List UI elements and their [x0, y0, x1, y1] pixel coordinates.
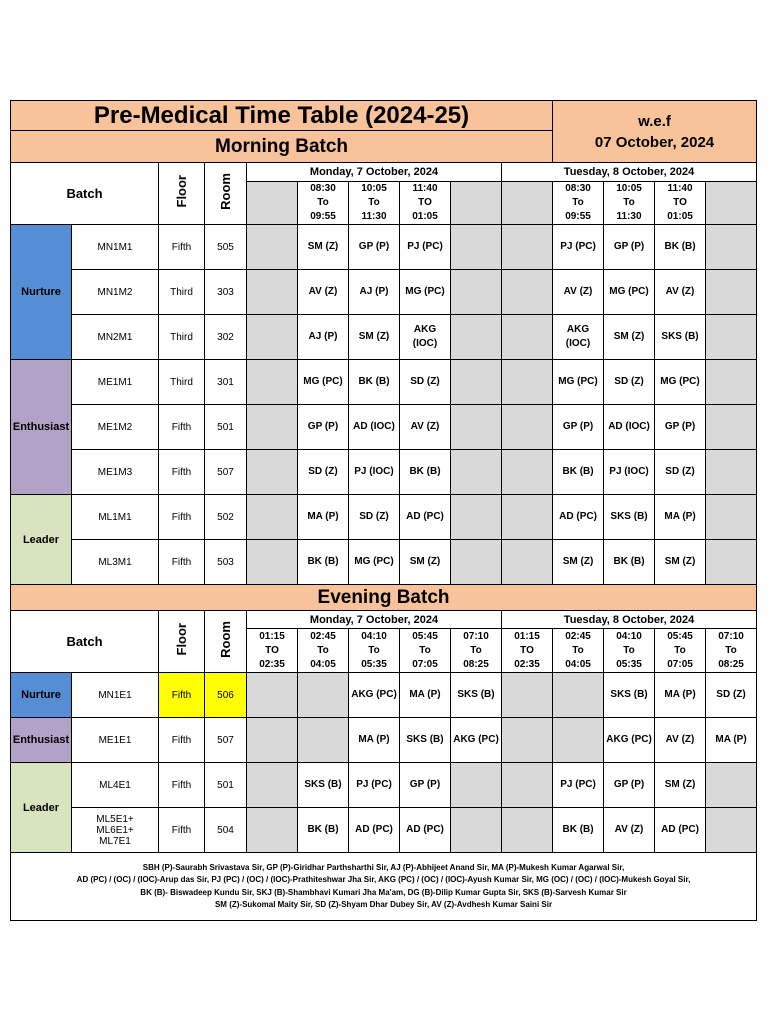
evening-batch-title: Evening Batch: [11, 585, 757, 611]
subject-cell: BK (B): [553, 808, 604, 853]
empty-slot: [553, 673, 604, 718]
empty-slot: [247, 763, 298, 808]
subject-cell: MA (P): [655, 495, 706, 540]
floor-cell: Fifth: [159, 808, 205, 853]
empty-slot: [553, 718, 604, 763]
batch-code: [72, 673, 159, 718]
group-label: Nurture: [11, 225, 72, 360]
empty-slot: [247, 405, 298, 450]
empty-slot: [247, 495, 298, 540]
subject-cell: MA (P): [298, 495, 349, 540]
time-slot-header: [451, 629, 502, 673]
time-part: 05:45: [667, 630, 693, 642]
room-cell: 507: [205, 450, 247, 495]
group-label: Leader: [11, 495, 72, 585]
batch-code: [72, 225, 159, 270]
time-part: 02:45: [310, 630, 336, 642]
room-cell: 302: [205, 315, 247, 360]
floor-cell: Third: [159, 360, 205, 405]
time-part: 01:15: [259, 630, 285, 642]
batch-code-line: ME1M1: [97, 376, 133, 388]
day1-header: Monday, 7 October, 2024: [247, 163, 502, 182]
time-part: 01:15: [514, 630, 540, 642]
subject-cell: AD (PC): [553, 495, 604, 540]
empty-slot: [247, 540, 298, 585]
time-part: 09:55: [565, 211, 591, 222]
empty-slot: [451, 540, 502, 585]
time-slot-header: [655, 629, 706, 673]
subject-cell: AJ (P): [349, 270, 400, 315]
subject-cell: SKS (B): [655, 315, 706, 360]
time-part: 07:10: [463, 630, 489, 642]
batch-header: Batch: [11, 163, 159, 225]
subject-cell: SKS (B): [400, 718, 451, 763]
empty-slot: [247, 225, 298, 270]
subject-cell: GP (P): [604, 225, 655, 270]
empty-slot: [247, 270, 298, 315]
subject-cell: SD (Z): [604, 360, 655, 405]
time-part: 10:05: [361, 183, 387, 194]
empty-slot: [706, 450, 757, 495]
time-part: 01:05: [412, 211, 438, 222]
time-slot-header: [400, 182, 451, 225]
batch-code-line: MN1M2: [97, 286, 133, 298]
time-part: 11:30: [361, 211, 387, 222]
subject-cell: SM (Z): [553, 540, 604, 585]
room-header: [205, 611, 247, 673]
legend-line: SBH (P)-Saurabh Srivastava Sir, GP (P)-Giridhar Parthsharthi Sir, AJ (P)-Abhijeet Anand Sir, MA (P)-Mukesh Kumar Agarwal Sir,: [142, 862, 625, 872]
time-slot-header: [604, 629, 655, 673]
day1-header: Monday, 7 October, 2024: [247, 611, 502, 629]
subject-cell: GP (P): [655, 405, 706, 450]
time-slot-header: [706, 629, 757, 673]
batch-header: Batch: [11, 611, 159, 673]
subject-cell: AV (Z): [655, 718, 706, 763]
batch-code-line: ML1M1: [98, 511, 132, 523]
subject-cell: PJ (IOC): [349, 450, 400, 495]
batch-code-line: ME1M2: [97, 421, 133, 433]
empty-slot: [706, 182, 757, 225]
time-part: 07:05: [412, 658, 438, 670]
empty-slot: [451, 808, 502, 853]
time-slot-header: [349, 182, 400, 225]
subject-cell: AD (IOC): [604, 405, 655, 450]
subject-cell: SD (Z): [349, 495, 400, 540]
time-part: 09:55: [310, 211, 336, 222]
subject-cell: AD (PC): [349, 808, 400, 853]
empty-slot: [502, 450, 553, 495]
time-part: 08:25: [718, 658, 744, 670]
subject-cell: SM (Z): [655, 540, 706, 585]
subject-part: AKG: [413, 324, 437, 335]
time-slot-header: [349, 629, 400, 673]
time-part: TO: [520, 644, 534, 656]
batch-code: [72, 450, 159, 495]
time-part: To: [623, 197, 635, 208]
empty-slot: [451, 405, 502, 450]
time-part: 07:05: [667, 658, 693, 670]
empty-slot: [706, 270, 757, 315]
time-slot-header: [298, 629, 349, 673]
time-part: 11:40: [667, 183, 693, 194]
floor-cell: Fifth: [159, 763, 205, 808]
batch-code: [72, 540, 159, 585]
empty-slot: [502, 808, 553, 853]
room-cell: 301: [205, 360, 247, 405]
time-part: TO: [265, 644, 279, 656]
subject-cell: AKG (PC): [604, 718, 655, 763]
subject-cell: PJ (IOC): [604, 450, 655, 495]
subject-cell: SM (Z): [655, 763, 706, 808]
subject-cell: GP (P): [604, 763, 655, 808]
batch-code: [72, 405, 159, 450]
time-slot-header: [604, 182, 655, 225]
empty-slot: [502, 495, 553, 540]
room-cell: 505: [205, 225, 247, 270]
empty-slot: [451, 182, 502, 225]
floor-label: Floor: [174, 622, 189, 656]
empty-slot: [502, 270, 553, 315]
time-slot-header: [298, 182, 349, 225]
subject-part: AKG: [566, 324, 590, 335]
floor-header: [159, 163, 205, 225]
room-cell: 507: [205, 718, 247, 763]
time-slot-header: [247, 629, 298, 673]
empty-slot: [706, 763, 757, 808]
time-part: 08:30: [310, 183, 336, 194]
group-label: Nurture: [11, 673, 72, 718]
time-part: 11:30: [616, 211, 642, 222]
time-part: 01:05: [667, 211, 693, 222]
room-cell: 502: [205, 495, 247, 540]
time-slot-header: [553, 629, 604, 673]
floor-cell: Third: [159, 270, 205, 315]
floor-cell: Fifth: [159, 540, 205, 585]
day2-header: Tuesday, 8 October, 2024: [502, 163, 757, 182]
subject-cell: AV (Z): [553, 270, 604, 315]
subject-cell: AV (Z): [400, 405, 451, 450]
empty-slot: [247, 718, 298, 763]
subject-cell: GP (P): [553, 405, 604, 450]
subject-cell: [553, 315, 604, 360]
time-part: 07:10: [718, 630, 744, 642]
floor-cell: Fifth: [159, 673, 205, 718]
room-label: Room: [218, 620, 233, 658]
time-part: 04:10: [616, 630, 642, 642]
batch-code: [72, 270, 159, 315]
subject-cell: MG (PC): [298, 360, 349, 405]
empty-slot: [247, 360, 298, 405]
batch-code-line: ME1E1: [98, 734, 132, 746]
subject-cell: PJ (PC): [553, 225, 604, 270]
subject-cell: SM (Z): [349, 315, 400, 360]
time-part: 02:45: [565, 630, 591, 642]
batch-code-line: ML6E1+: [96, 824, 134, 836]
subject-cell: BK (B): [553, 450, 604, 495]
subject-cell: AD (PC): [400, 495, 451, 540]
subject-cell: AKG (PC): [451, 718, 502, 763]
time-part: To: [317, 644, 329, 656]
empty-slot: [502, 405, 553, 450]
empty-slot: [451, 360, 502, 405]
time-part: To: [623, 644, 635, 656]
empty-slot: [502, 718, 553, 763]
floor-cell: Third: [159, 315, 205, 360]
empty-slot: [451, 225, 502, 270]
time-part: 02:35: [259, 658, 285, 670]
subject-cell: BK (B): [298, 808, 349, 853]
batch-code: [72, 315, 159, 360]
floor-cell: Fifth: [159, 718, 205, 763]
subject-part: (IOC): [565, 338, 591, 349]
floor-cell: Fifth: [159, 450, 205, 495]
subject-cell: AJ (P): [298, 315, 349, 360]
morning-batch-title: Morning Batch: [11, 131, 553, 163]
page-title: Pre-Medical Time Table (2024-25): [11, 101, 553, 131]
batch-code: [72, 718, 159, 763]
subject-cell: SKS (B): [451, 673, 502, 718]
subject-cell: AD (IOC): [349, 405, 400, 450]
batch-code-line: ML5E1+: [96, 813, 134, 825]
empty-slot: [451, 270, 502, 315]
empty-slot: [247, 450, 298, 495]
subject-cell: [400, 315, 451, 360]
subject-cell: BK (B): [349, 360, 400, 405]
subject-cell: AD (PC): [655, 808, 706, 853]
room-cell: 303: [205, 270, 247, 315]
room-cell: 504: [205, 808, 247, 853]
empty-slot: [502, 763, 553, 808]
empty-slot: [451, 315, 502, 360]
subject-cell: SKS (B): [604, 495, 655, 540]
batch-code-line: ME1M3: [97, 466, 133, 478]
time-part: 04:05: [565, 658, 591, 670]
subject-cell: AV (Z): [655, 270, 706, 315]
time-part: TO: [673, 197, 687, 208]
time-part: 05:35: [361, 658, 387, 670]
subject-cell: GP (P): [298, 405, 349, 450]
empty-slot: [502, 315, 553, 360]
time-part: To: [674, 644, 686, 656]
time-part: To: [317, 197, 329, 208]
empty-slot: [706, 540, 757, 585]
floor-cell: Fifth: [159, 225, 205, 270]
floor-header: [159, 611, 205, 673]
empty-slot: [451, 450, 502, 495]
subject-cell: AV (Z): [298, 270, 349, 315]
subject-cell: BK (B): [655, 225, 706, 270]
subject-part: (IOC): [412, 338, 438, 349]
time-part: To: [572, 644, 584, 656]
subject-cell: GP (P): [349, 225, 400, 270]
empty-slot: [706, 495, 757, 540]
subject-cell: SM (Z): [298, 225, 349, 270]
empty-slot: [247, 315, 298, 360]
time-part: To: [368, 197, 380, 208]
group-label: Enthusiast: [11, 718, 72, 763]
empty-slot: [298, 718, 349, 763]
subject-cell: SM (Z): [604, 315, 655, 360]
empty-slot: [502, 540, 553, 585]
room-header: [205, 163, 247, 225]
time-part: To: [470, 644, 482, 656]
subject-cell: MA (P): [349, 718, 400, 763]
batch-code: [72, 763, 159, 808]
teacher-legend: [11, 853, 757, 921]
room-cell: 501: [205, 763, 247, 808]
subject-cell: AD (PC): [400, 808, 451, 853]
empty-slot: [706, 808, 757, 853]
subject-cell: SM (Z): [400, 540, 451, 585]
batch-code-line: MN1M1: [97, 241, 133, 253]
empty-slot: [706, 225, 757, 270]
batch-code-line: ML3M1: [98, 556, 132, 568]
empty-slot: [706, 315, 757, 360]
subject-cell: BK (B): [400, 450, 451, 495]
batch-code: [72, 495, 159, 540]
empty-slot: [451, 495, 502, 540]
room-label: Room: [218, 172, 233, 210]
subject-cell: SD (Z): [400, 360, 451, 405]
batch-code: [72, 808, 159, 853]
batch-code-line: ML7E1: [99, 835, 131, 847]
empty-slot: [247, 808, 298, 853]
timetable-body: [11, 101, 757, 921]
subject-cell: BK (B): [298, 540, 349, 585]
time-slot-header: [655, 182, 706, 225]
subject-cell: MG (PC): [553, 360, 604, 405]
subject-cell: SD (Z): [298, 450, 349, 495]
subject-cell: SKS (B): [298, 763, 349, 808]
time-part: 05:35: [616, 658, 642, 670]
empty-slot: [502, 360, 553, 405]
time-slot-header: [502, 629, 553, 673]
wef-block: [553, 101, 757, 163]
time-part: 08:25: [463, 658, 489, 670]
empty-slot: [298, 673, 349, 718]
subject-cell: BK (B): [604, 540, 655, 585]
floor-label: Floor: [174, 174, 189, 208]
time-part: 11:40: [412, 183, 438, 194]
time-part: To: [419, 644, 431, 656]
time-slot-header: [400, 629, 451, 673]
empty-slot: [247, 182, 298, 225]
subject-cell: PJ (PC): [553, 763, 604, 808]
subject-cell: MG (PC): [349, 540, 400, 585]
time-part: To: [572, 197, 584, 208]
wef-date: 07 October, 2024: [594, 133, 715, 151]
time-slot-header: [553, 182, 604, 225]
subject-cell: SD (Z): [655, 450, 706, 495]
subject-cell: MG (PC): [604, 270, 655, 315]
legend-line: BK (B)- Biswadeep Kundu Sir, SKJ (B)-Shambhavi Kumari Jha Ma'am, DG (B)-Dilip Kumar Gupta Sir, SKS (B)-Sarvesh Kumar Sir: [140, 887, 627, 897]
group-label: Enthusiast: [11, 360, 72, 495]
wef-label: w.e.f: [638, 112, 671, 130]
subject-cell: MA (P): [400, 673, 451, 718]
time-part: 04:05: [310, 658, 336, 670]
room-cell: 506: [205, 673, 247, 718]
time-part: 10:05: [616, 183, 642, 194]
empty-slot: [502, 673, 553, 718]
group-label: Leader: [11, 763, 72, 853]
subject-cell: GP (P): [400, 763, 451, 808]
subject-cell: MA (P): [706, 718, 757, 763]
subject-cell: SKS (B): [604, 673, 655, 718]
subject-cell: AKG (PC): [349, 673, 400, 718]
empty-slot: [502, 182, 553, 225]
empty-slot: [706, 360, 757, 405]
timetable: [10, 100, 757, 921]
empty-slot: [247, 673, 298, 718]
time-part: 05:45: [412, 630, 438, 642]
timetable-sheet: [10, 100, 757, 921]
subject-cell: PJ (PC): [400, 225, 451, 270]
batch-code-line: MN2M1: [97, 331, 133, 343]
room-cell: 503: [205, 540, 247, 585]
time-part: TO: [418, 197, 432, 208]
batch-code-line: ML4E1: [99, 779, 131, 791]
batch-code: [72, 360, 159, 405]
floor-cell: Fifth: [159, 405, 205, 450]
day2-header: Tuesday, 8 October, 2024: [502, 611, 757, 629]
time-part: To: [368, 644, 380, 656]
empty-slot: [502, 225, 553, 270]
batch-code-line: MN1E1: [98, 689, 132, 701]
legend-line: SM (Z)-Sukomal Maity Sir, SD (Z)-Shyam Dhar Dubey Sir, AV (Z)-Avdhesh Kumar Saini Sir: [214, 900, 553, 909]
subject-cell: PJ (PC): [349, 763, 400, 808]
time-part: 02:35: [514, 658, 540, 670]
empty-slot: [706, 405, 757, 450]
time-part: 08:30: [565, 183, 591, 194]
room-cell: 501: [205, 405, 247, 450]
floor-cell: Fifth: [159, 495, 205, 540]
subject-cell: AV (Z): [604, 808, 655, 853]
legend-line: AD (PC) / (OC) / (IOC)-Arup das Sir, PJ (PC) / (OC) / (IOC)-Prathiteshwar Jha Sir, AKG (PC) / (OC) / (IOC)-Ayush Kumar Sir, MG (OC) / (OC) / (IOC)-Mukesh Goyal Sir,: [76, 875, 691, 884]
subject-cell: MG (PC): [400, 270, 451, 315]
time-part: 04:10: [361, 630, 387, 642]
subject-cell: MG (PC): [655, 360, 706, 405]
subject-cell: MA (P): [655, 673, 706, 718]
subject-cell: SD (Z): [706, 673, 757, 718]
empty-slot: [451, 763, 502, 808]
time-part: To: [725, 644, 737, 656]
